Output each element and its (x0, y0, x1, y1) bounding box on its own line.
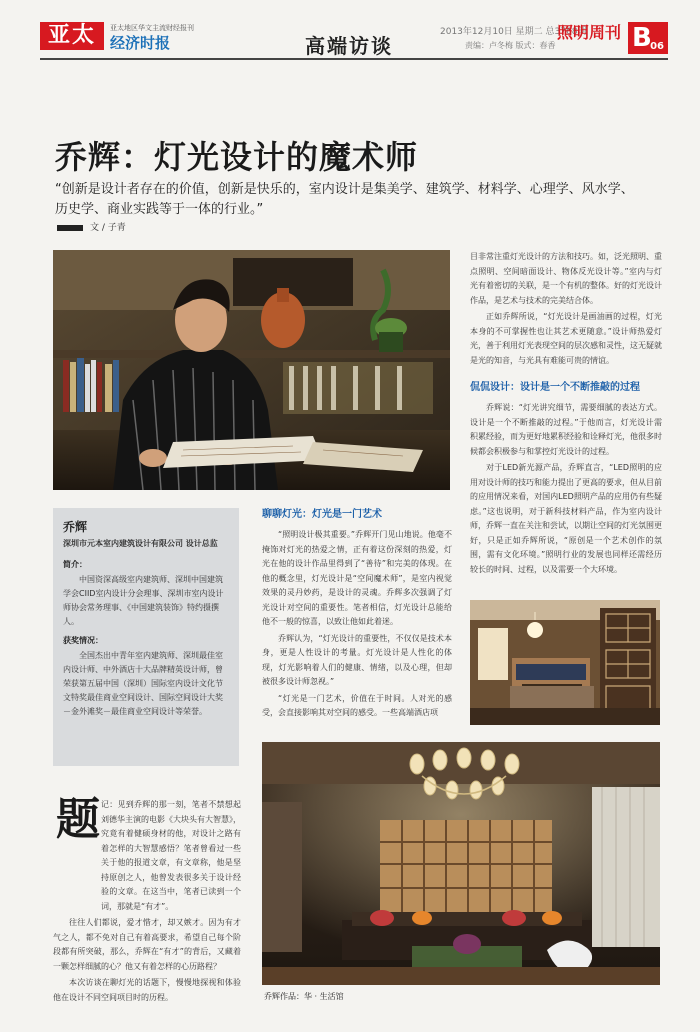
article-title: 乔辉：灯光设计的魔术师 (55, 138, 419, 176)
left-column (53, 794, 241, 1007)
bio-intro-heading: 简介： (63, 560, 87, 569)
right-paragraph-3: 乔辉说：“灯光讲究细节，需要细腻的表达方式。设计是一个不断推敲的过程。”于他而言，灯光设计需积累经验，而为更好地累积经验和诠释灯光，他很多时候都会积极参与和掌控灯光设计的过程。 (470, 403, 662, 456)
bedroom-photo (470, 600, 660, 725)
column-name: 照明周刊 (557, 23, 622, 42)
bio-awards-heading: 获奖情况： (63, 636, 103, 645)
middle-paragraph-3: “灯光是一门艺术，价值在于时间。人对光的感受，会直接影响其对空间的感受。一些高端酒店项 (262, 693, 452, 717)
right-heading: 侃侃设计：设计是一个不断推敲的过程 (470, 382, 640, 393)
editor-credit: 责编：卢冬梅 版式：春香 (465, 41, 556, 50)
section-title: 高端访谈 (305, 34, 393, 58)
bio-title: 深圳市元本室内建筑设计有限公司 设计总监 (63, 539, 218, 548)
newspaper-brand (40, 22, 240, 52)
drop-cap: 题 (56, 794, 100, 845)
left-paragraph-3: 本次访谈在聊灯光的话题下，慢慢地探视和体验他在设计不同空间项目时的历程。 (53, 978, 241, 1002)
right-paragraph-1: 目非常注重灯光设计的方法和技巧。如，泛光照明、重点照明、空间暗面设计、物体反光设计等。”室内与灯光有着密切的关联，是一个有机的整体。好的灯光设计作品，是艺术与技术的完美结合体。 (470, 252, 662, 305)
brand-logo: 亚太 (40, 22, 104, 50)
right-paragraph-2: 正如乔辉所说，“灯光设计是画油画的过程，灯光本身的不可掌握性也让其艺术更随意。”设计师热爱灯光，善于利用灯光表现空间的层次感和灵性，这无疑就是光的知音，与光具有难能可贵的情谊。 (470, 312, 662, 365)
brand-name: 经济时报 (110, 34, 171, 52)
bio-intro-text: 中国资深高级室内建筑师、深圳中国建筑学会CIID室内设计分会理事、深圳市室内设计师协会常务理事、《中国建筑装饰》特约摄撰人。 (63, 575, 224, 626)
header-rule (40, 58, 668, 60)
living-room-photo (262, 742, 660, 985)
article-author: 文 / 子青 (90, 223, 126, 233)
left-paragraph-2: 往往人们都说，爱才惜才，却又嫉才。因为有才气之人，都不免对自己有着高要求，希望自己每个阶段都有所突破，那么，乔辉在“有才”的背后，又藏着一颗怎样细腻的心？他又有着怎样的心历路程？ (53, 918, 241, 971)
right-column (470, 250, 662, 579)
portrait-photo (53, 250, 450, 490)
brand-subtitle: 亚太地区华文主流财经报刊 (110, 24, 194, 32)
middle-column (262, 505, 452, 723)
date-line: 2013年12月10日 星期二 总3768期 (440, 27, 587, 37)
page-badge (628, 22, 668, 54)
middle-heading: 聊聊灯光：灯光是一门艺术 (262, 509, 382, 520)
page-number: 06 (650, 41, 664, 52)
bio-awards-text: 全国杰出中青年室内建筑师、深圳最佳室内设计师、中外酒店十大品牌精英设计师，曾荣获第五届中国（深圳）国际室内设计文化节文特奖最佳商业空间设计、国际空间设计大奖－金外滩奖－最佳商业空间设计等荣誉。 (63, 651, 223, 716)
article-lead: “创新是设计者存在的价值，创新是快乐的，室内设计是集美学、建筑学、材料学、心理学、风水学、历史学、商业实践等于一体的行业。” (55, 182, 634, 217)
page-letter: B (632, 23, 652, 53)
right-paragraph-4: 对于LED新光源产品，乔辉直言，“LED照明的应用对设计师的技巧和能力提出了更高的要求，但从目前的应用情况来看，对国内LED照明产品的应用仍有些疑虑。”这也说明，对于新科技材料产品，作为室内设计师，乔辉一直在关注和尝试，以期让空间的灯光氛围更好，只是正如乔辉所说，“原创是一个艺术创作的氛围，需有文化环境。”照明行业的发展也同样还需经历较长的时间、过程，以及需要一个大环境。 (470, 463, 662, 574)
bio-box (53, 508, 239, 766)
left-paragraph-1: 记：见到乔辉的那一刻，笔者不禁想起刘德华主演的电影《大块头有大智慧》，究竟有着健硕身材的他，对设计之路有着怎样的大智慧感悟？笔者曾看过一些关于他的报道文章，有文章称，他是坚持原创之人，他曾发表很多关于设计经验的文章。在这当中，笔者已读到一个词，那就是“有才”。 (101, 800, 241, 911)
photo-caption: 乔辉作品：华 · 生活馆 (264, 992, 344, 1001)
middle-paragraph-2: 乔辉认为，“灯光设计的重要性，不仅仅是技术本身，更是人性设计的考量。灯光设计是人性化的体现，灯光影响着人们的健康、情绪，以及心理，但却被很多设计师忽视。” (262, 633, 452, 686)
author-marker (57, 225, 83, 231)
middle-paragraph-1: “照明设计极其重要。”乔辉开门见山地说。他毫不掩饰对灯光的热爱之情，正有着这份深刻的热爱，灯光在他的设计作品里得到了“善待”和完美的体现。在他的概念里，灯光设计是“空间魔术师”，是室内视觉效果的灵丹妙药，是设计的灵魂。乔辉多次强调了灯光设计对空间的重要性。笔者相信，灯光设计总能给他不一般的惊喜，以致让他如此着迷。 (262, 530, 452, 626)
bio-name: 乔辉 (63, 520, 88, 534)
